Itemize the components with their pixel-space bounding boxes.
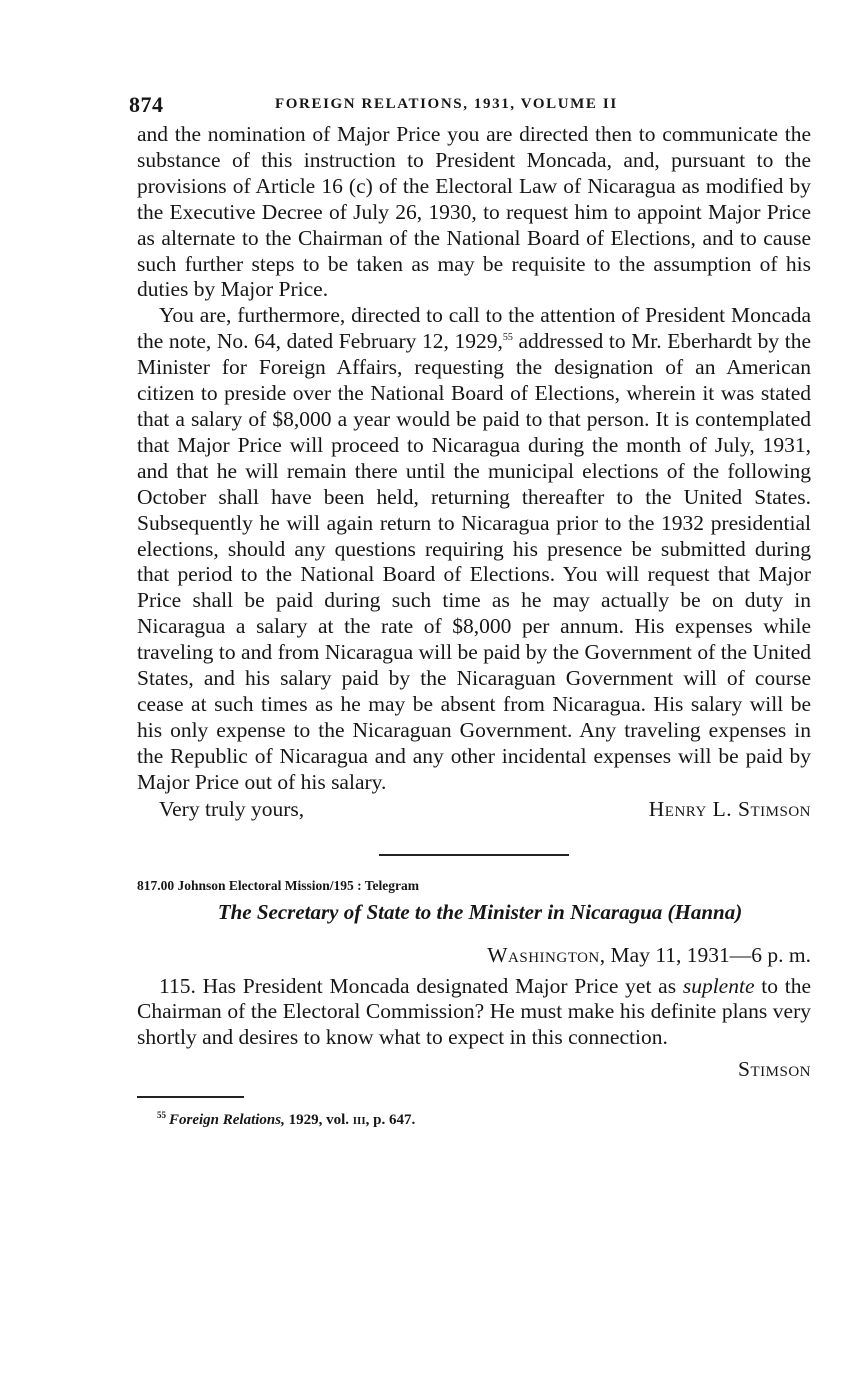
telegram-term: suplente [682, 973, 755, 998]
signature-stimson-full: Henry L. Stimson [648, 796, 811, 821]
footnote [157, 1112, 811, 1129]
running-head [129, 88, 811, 122]
closing [137, 796, 811, 822]
telegram-text-b: to the Chairman of the Electoral Commission? He must make his definite plans very shortly and desires to know what to expect in this connection. [137, 973, 811, 1050]
dateline [137, 943, 811, 968]
paragraph-2-text-b: addressed to Mr. Eberhardt by the Minister for Foreign Affairs, requesting the designation of an American citizen to preside over the National Board of Elections, wherein it was stated that a salary of $8,000 a year would be paid to that person. It is contemplated that Major Price will proceed to Nicaragua during the month of July, 1931, and that he will remain there until the municipal elections of the following October shall have been held, returning thereafter to the United States. Subsequently he will again return to Nicaragua prior to the 1932 presidential elections, should any questions requiring his presence be submitted during that period to the National Board of Elections. You will request that Major Price shall be paid during such time as he may actually be on duty in Nicaragua a salary at the rate of $8,000 per annum. His expenses while traveling to and from Nicaragua will be paid by the Government of the United States, and his salary paid by the Nicaraguan Government will of course cease at such times as he may be absent from Nicaragua. His salary will be his only expense to the Nicaraguan Government. Any traveling expenses in the Republic of Nicaragua and any other incidental expenses will be paid by Major Price out of his salary. [137, 329, 811, 794]
footnote-reference: 55 [502, 332, 513, 344]
footnote-volume: iii [352, 1112, 366, 1129]
paragraph-2-text-a: You are, furthermore, directed to call to the attention of President Moncada the note, No. 64, dated February 12, 1929, [137, 303, 811, 354]
paragraph-1: and the nomination of Major Price you are directed then to communicate the substance of this instruction to President Moncada, and, pursuant to the provisions of Article 16 (c) of the Electoral Law of Nicaragua as modified by the Executive Decree of July 26, 1930, to request him to appoint Major Price as alternate to the Chairman of the National Board of Elections, and to cause such further steps to be taken as may be requisite to the assumption of his duties by Major Price. [137, 122, 811, 302]
signature-stimson: Stimson [738, 1057, 811, 1082]
page-number: 874 [129, 92, 164, 117]
footnote-year: 1929, vol. [284, 1112, 353, 1129]
footnote-source: Foreign Relations, [169, 1112, 285, 1129]
instruction-body [137, 122, 811, 796]
dateline-place: Washington [487, 942, 600, 967]
page-content [129, 88, 811, 1129]
footnote-page: , p. 647. [365, 1112, 416, 1129]
file-reference: 817.00 Johnson Electoral Mission/195 : Telegram [137, 877, 420, 893]
footnote-mark: 55 [157, 1110, 166, 1121]
paragraph-2 [137, 303, 811, 795]
salutation: Very truly yours, [159, 796, 305, 821]
telegram-body [137, 974, 811, 1052]
telegram-signature [137, 1057, 811, 1082]
footnote-divider [137, 1096, 244, 1098]
telegram-text-a: 115. Has President Moncada designated Major Price yet as [159, 973, 683, 998]
section-divider [379, 854, 569, 856]
document-title: The Secretary of State to the Minister in Nicaragua (Hanna) [217, 899, 743, 924]
telegram-paragraph [137, 974, 811, 1052]
dateline-date: , May 11, 1931—6 p. m. [599, 942, 811, 967]
running-title: FOREIGN RELATIONS, 1931, VOLUME II [275, 96, 618, 112]
